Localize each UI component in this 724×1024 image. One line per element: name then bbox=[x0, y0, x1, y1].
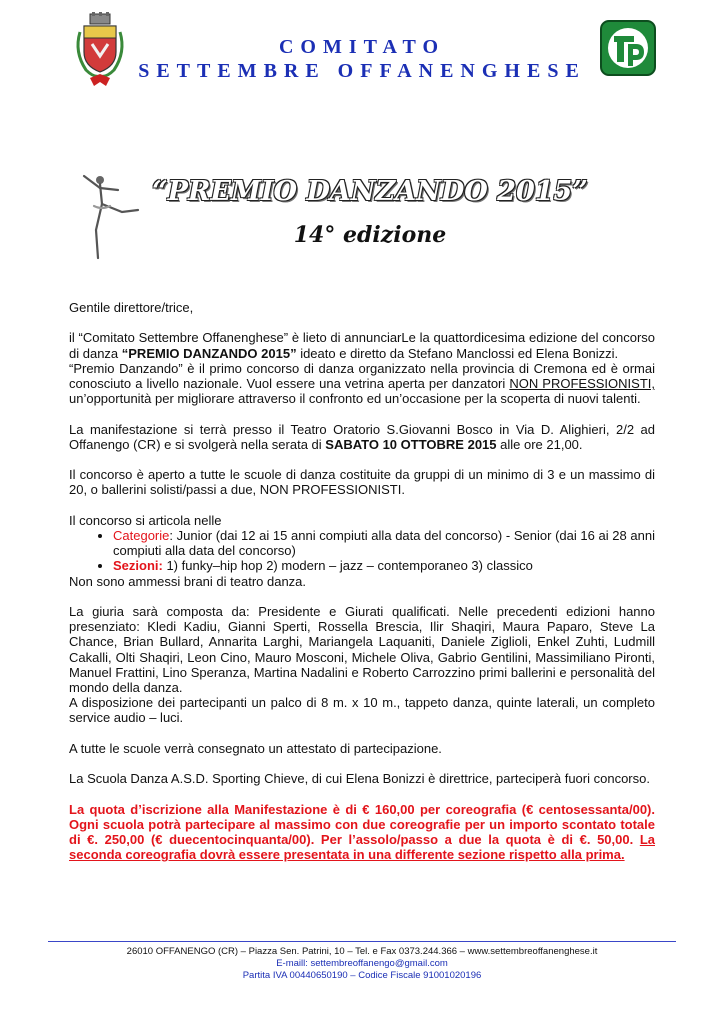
intro-text-a: il “Comitato Settembre Offanenghese” è lieto di annunciarLe la quattordicesima edizione del concorso di danza bbox=[69, 330, 655, 361]
committee-name-line2: SETTEMBRE OFFANENGHESE bbox=[138, 60, 586, 82]
theatre-dance-note: Non sono ammessi brani di teatro danza. bbox=[69, 573, 307, 589]
event-title: “PREMIO DANZANDO 2015” bbox=[152, 176, 588, 207]
venue-paragraph bbox=[69, 422, 655, 452]
sections-label: Sezioni: bbox=[113, 558, 163, 574]
committee-logo-icon bbox=[600, 20, 656, 76]
event-edition: 14° edizione bbox=[293, 222, 447, 248]
host-school-paragraph: La Scuola Danza A.S.D. Sporting Chieve, di cui Elena Bonizzi è direttrice, parteciperà fuori concorso. bbox=[69, 771, 650, 787]
categories-label: Categorie bbox=[113, 527, 170, 543]
categories-text: : Junior (dai 12 ai 15 anni compiuti alla data del concorso) - Senior (dai 16 ai 28 anni compiuti alla data del concorso) bbox=[113, 527, 655, 559]
footer-divider bbox=[48, 941, 676, 942]
sections-text: 1) funky–hip hop 2) modern – jazz – contemporaneo 3) classico bbox=[162, 558, 533, 574]
description-text-b: un’opportunità per migliorare attraverso il confronto ed un’occasione per la scoperta di nuovi talenti. bbox=[69, 391, 641, 407]
fee-paragraph bbox=[69, 802, 655, 863]
structure-list bbox=[69, 528, 655, 574]
footer-tax-ids: Partita IVA 00440650190 – Codice Fiscale 91001020196 bbox=[242, 970, 482, 981]
jury-paragraph: La giuria sarà composta da: Presidente e Giurati qualificati. Nelle precedenti edizioni hanno presenziato: Kledi Kadiu, Gianni Sperti, Rossella Brescia, Ilir Shaqiri, Maura Paparo, Steve La Chance, Brian Bullard, Annarita Larghi, Mariangela Laquaniti, Daniele Ziglioli, Enkel Zuhti, Ludmill Cakalli, Olti Shaqiri, Leon Cino, Mauro Mosconi, Michele Oliva, Gabrio Gentilini, Massimiliano Pironti, Manuel Frattini, Lino Speranza, Martina Nadalini e Roberto Carrozzino primi ballerini e personalità del mondo della danza. bbox=[69, 603, 655, 695]
non-professionals-underlined: NON PROFESSIONISTI, bbox=[509, 376, 655, 391]
structure-intro: Il concorso si articola nelle bbox=[69, 512, 222, 528]
letter-body bbox=[69, 300, 655, 862]
salutation: Gentile direttore/trice, bbox=[69, 300, 194, 315]
ballet-dancer-icon bbox=[78, 170, 142, 262]
eligibility-paragraph: Il concorso è aperto a tutte le scuole di danza costituite da gruppi di un minimo di 3 e un massimo di 20, o ballerini solisti/passi a due, NON PROFESSIONISTI. bbox=[69, 467, 655, 498]
committee-name-line1: COMITATO bbox=[278, 36, 445, 58]
footer-email: E-maill: settembreoffanengo@gmail.com bbox=[276, 958, 448, 969]
intro-paragraph bbox=[69, 330, 655, 360]
fee-text: La quota d’iscrizione alla Manifestazione è di € 160,00 per coreografia (€ centosessanta/00). Ogni scuola potrà partecipare al massimo con due coreografie per un importo scontato totale di €. 250,00 (€ duecentocinquanta/00). Per l’assolo/passo a due la quota è di €. 50,00. bbox=[69, 801, 655, 847]
venue-text-a: La manifestazione si terrà presso il Teatro Oratorio S.Giovanni Bosco in Via D. Alighieri, 2/2 ad Offanengo (CR) e si svolgerà nella serata di bbox=[69, 421, 655, 452]
certificate-paragraph: A tutte le scuole verrà consegnato un attestato di partecipazione. bbox=[69, 740, 442, 756]
event-date-bold: SABATO 10 OTTOBRE 2015 bbox=[325, 436, 497, 452]
fee-underlined-note: La seconda coreografia dovrà essere presentata in una differente sezione rispetto alla prima. bbox=[69, 831, 655, 863]
description-text-a: “Premio Danzando” è il primo concorso di danza organizzato nella provincia di Cremona ed è ormai conosciuto a livello nazionale. Vuol essere una vetrina aperta per danzatori bbox=[69, 360, 655, 391]
venue-text-b: alle ore 21,00. bbox=[496, 436, 583, 452]
description-paragraph bbox=[69, 361, 655, 407]
stage-paragraph: A disposizione dei partecipanti un palco di 8 m. x 10 m., tappeto danza, quinte laterali, un completo service audio – luci. bbox=[69, 695, 655, 726]
event-name-bold: “PREMIO DANZANDO 2015” bbox=[121, 345, 297, 361]
list-item-categories bbox=[113, 528, 655, 558]
list-item-sections bbox=[113, 558, 655, 573]
footer-address: 26010 OFFANENGO (CR) – Piazza Sen. Patrini, 10 – Tel. e Fax 0373.244.366 – www.settembreoffanenghese.it bbox=[126, 946, 598, 957]
intro-text-b: ideato e diretto da Stefano Manclossi ed Elena Bonizzi. bbox=[296, 345, 619, 361]
